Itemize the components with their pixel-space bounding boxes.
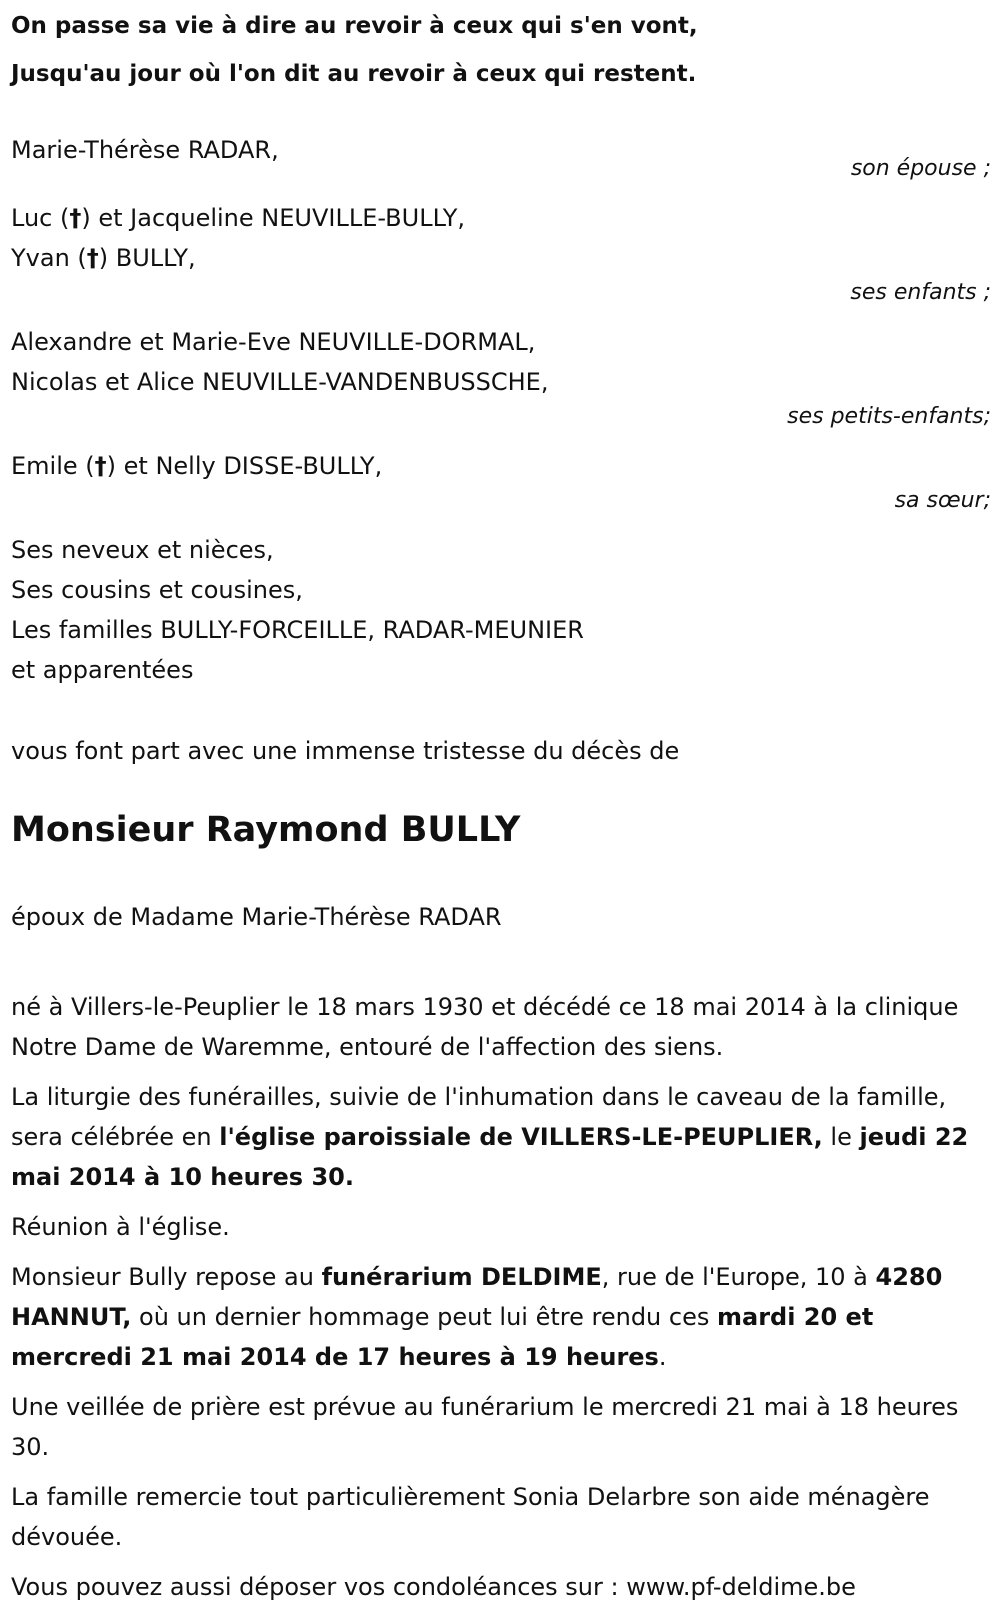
other-relatives-2: Ses cousins et cousines, <box>11 576 303 604</box>
children-relation: ses enfants ; <box>850 280 991 305</box>
repose-dates: mardi 20 et mercredi 21 mai 2014 de 17 heures à 19 heures <box>11 1303 874 1371</box>
repose-funeral-home: funérarium DELDIME <box>321 1263 602 1291</box>
sister-relation: sa sœur; <box>894 488 991 513</box>
grandchild-2: Nicolas et Alice NEUVILLE-VANDENBUSSCHE, <box>11 368 549 396</box>
deceased-spouse-line: époux de Madame Marie-Thérèse RADAR <box>11 903 502 931</box>
liturgy-text-2: le <box>822 1123 860 1151</box>
sister-group <box>11 446 991 516</box>
vigil-paragraph: Une veillée de prière est prévue au funérarium le mercredi 21 mai à 18 heures 30. <box>11 1393 959 1461</box>
spouse-group <box>11 130 991 184</box>
spouse-name: Marie-Thérèse RADAR, <box>11 136 279 164</box>
deceased-name: Monsieur Raymond BULLY <box>11 810 521 850</box>
epitaph-line-1: On passe sa vie à dire au revoir à ceux qui s'en vont, <box>11 13 698 39</box>
other-relatives-1: Ses neveux et nièces, <box>11 536 274 564</box>
spouse-relation: son épouse ; <box>850 156 991 181</box>
liturgy-date: jeudi 22 mai 2014 à 10 heures 30. <box>11 1123 969 1191</box>
other-relatives-4: et apparentées <box>11 656 194 684</box>
child-1-part-a: Luc ( <box>11 204 70 232</box>
reunion-paragraph: Réunion à l'église. <box>11 1213 230 1241</box>
cross-icon: † <box>94 452 107 480</box>
grandchildren-relation: ses petits-enfants; <box>787 404 991 429</box>
repose-text-2: , rue de l'Europe, 10 à <box>601 1263 876 1291</box>
announcement: vous font part avec une immense tristesse du décès de <box>11 737 680 765</box>
thanks-paragraph: La famille remercie tout particulièrement Sonia Delarbre son aide ménagère dévouée. <box>11 1483 930 1551</box>
child-1 <box>11 198 991 238</box>
grandchildren-group <box>11 322 991 432</box>
sister-part-b: ) et Nelly DISSE-BULLY, <box>106 452 383 480</box>
repose-text-4: . <box>658 1343 667 1371</box>
repose-text-3: où un dernier hommage peut lui être rendu ces <box>131 1303 717 1331</box>
child-2-part-a: Yvan ( <box>11 244 87 272</box>
epitaph <box>11 2 991 98</box>
cross-icon: † <box>86 244 99 272</box>
other-relatives-3: Les familles BULLY-FORCEILLE, RADAR-MEUNIER <box>11 616 584 644</box>
liturgy-paragraph <box>11 1077 991 1197</box>
obituary-page <box>11 0 991 1607</box>
repose-paragraph <box>11 1257 991 1377</box>
child-2-part-b: ) BULLY, <box>98 244 196 272</box>
sister-part-a: Emile ( <box>11 452 95 480</box>
liturgy-church: l'église paroissiale de VILLERS-LE-PEUPLIER, <box>219 1123 823 1151</box>
sister <box>11 446 991 486</box>
liturgy-text-1: La liturgie des funérailles, suivie de l'inhumation dans le caveau de la famille, sera célébrée en <box>11 1083 947 1151</box>
epitaph-line-2: Jusqu'au jour où l'on dit au revoir à ceux qui restent. <box>11 61 697 87</box>
grandchild-1: Alexandre et Marie-Eve NEUVILLE-DORMAL, <box>11 328 536 356</box>
birth-death-paragraph: né à Villers-le-Peuplier le 18 mars 1930 et décédé ce 18 mai 2014 à la clinique Notre Dame de Waremme, entouré de l'affection des siens. <box>11 993 959 1061</box>
repose-text-1: Monsieur Bully repose au <box>11 1263 322 1291</box>
child-1-part-b: ) et Jacqueline NEUVILLE-BULLY, <box>81 204 466 232</box>
child-2 <box>11 238 991 278</box>
condolences-paragraph: Vous pouvez aussi déposer vos condoléances sur : www.pf-deldime.be <box>11 1573 856 1601</box>
repose-city: 4280 HANNUT, <box>11 1263 943 1331</box>
cross-icon: † <box>69 204 82 232</box>
other-relatives-group <box>11 530 991 690</box>
children-group <box>11 198 991 308</box>
